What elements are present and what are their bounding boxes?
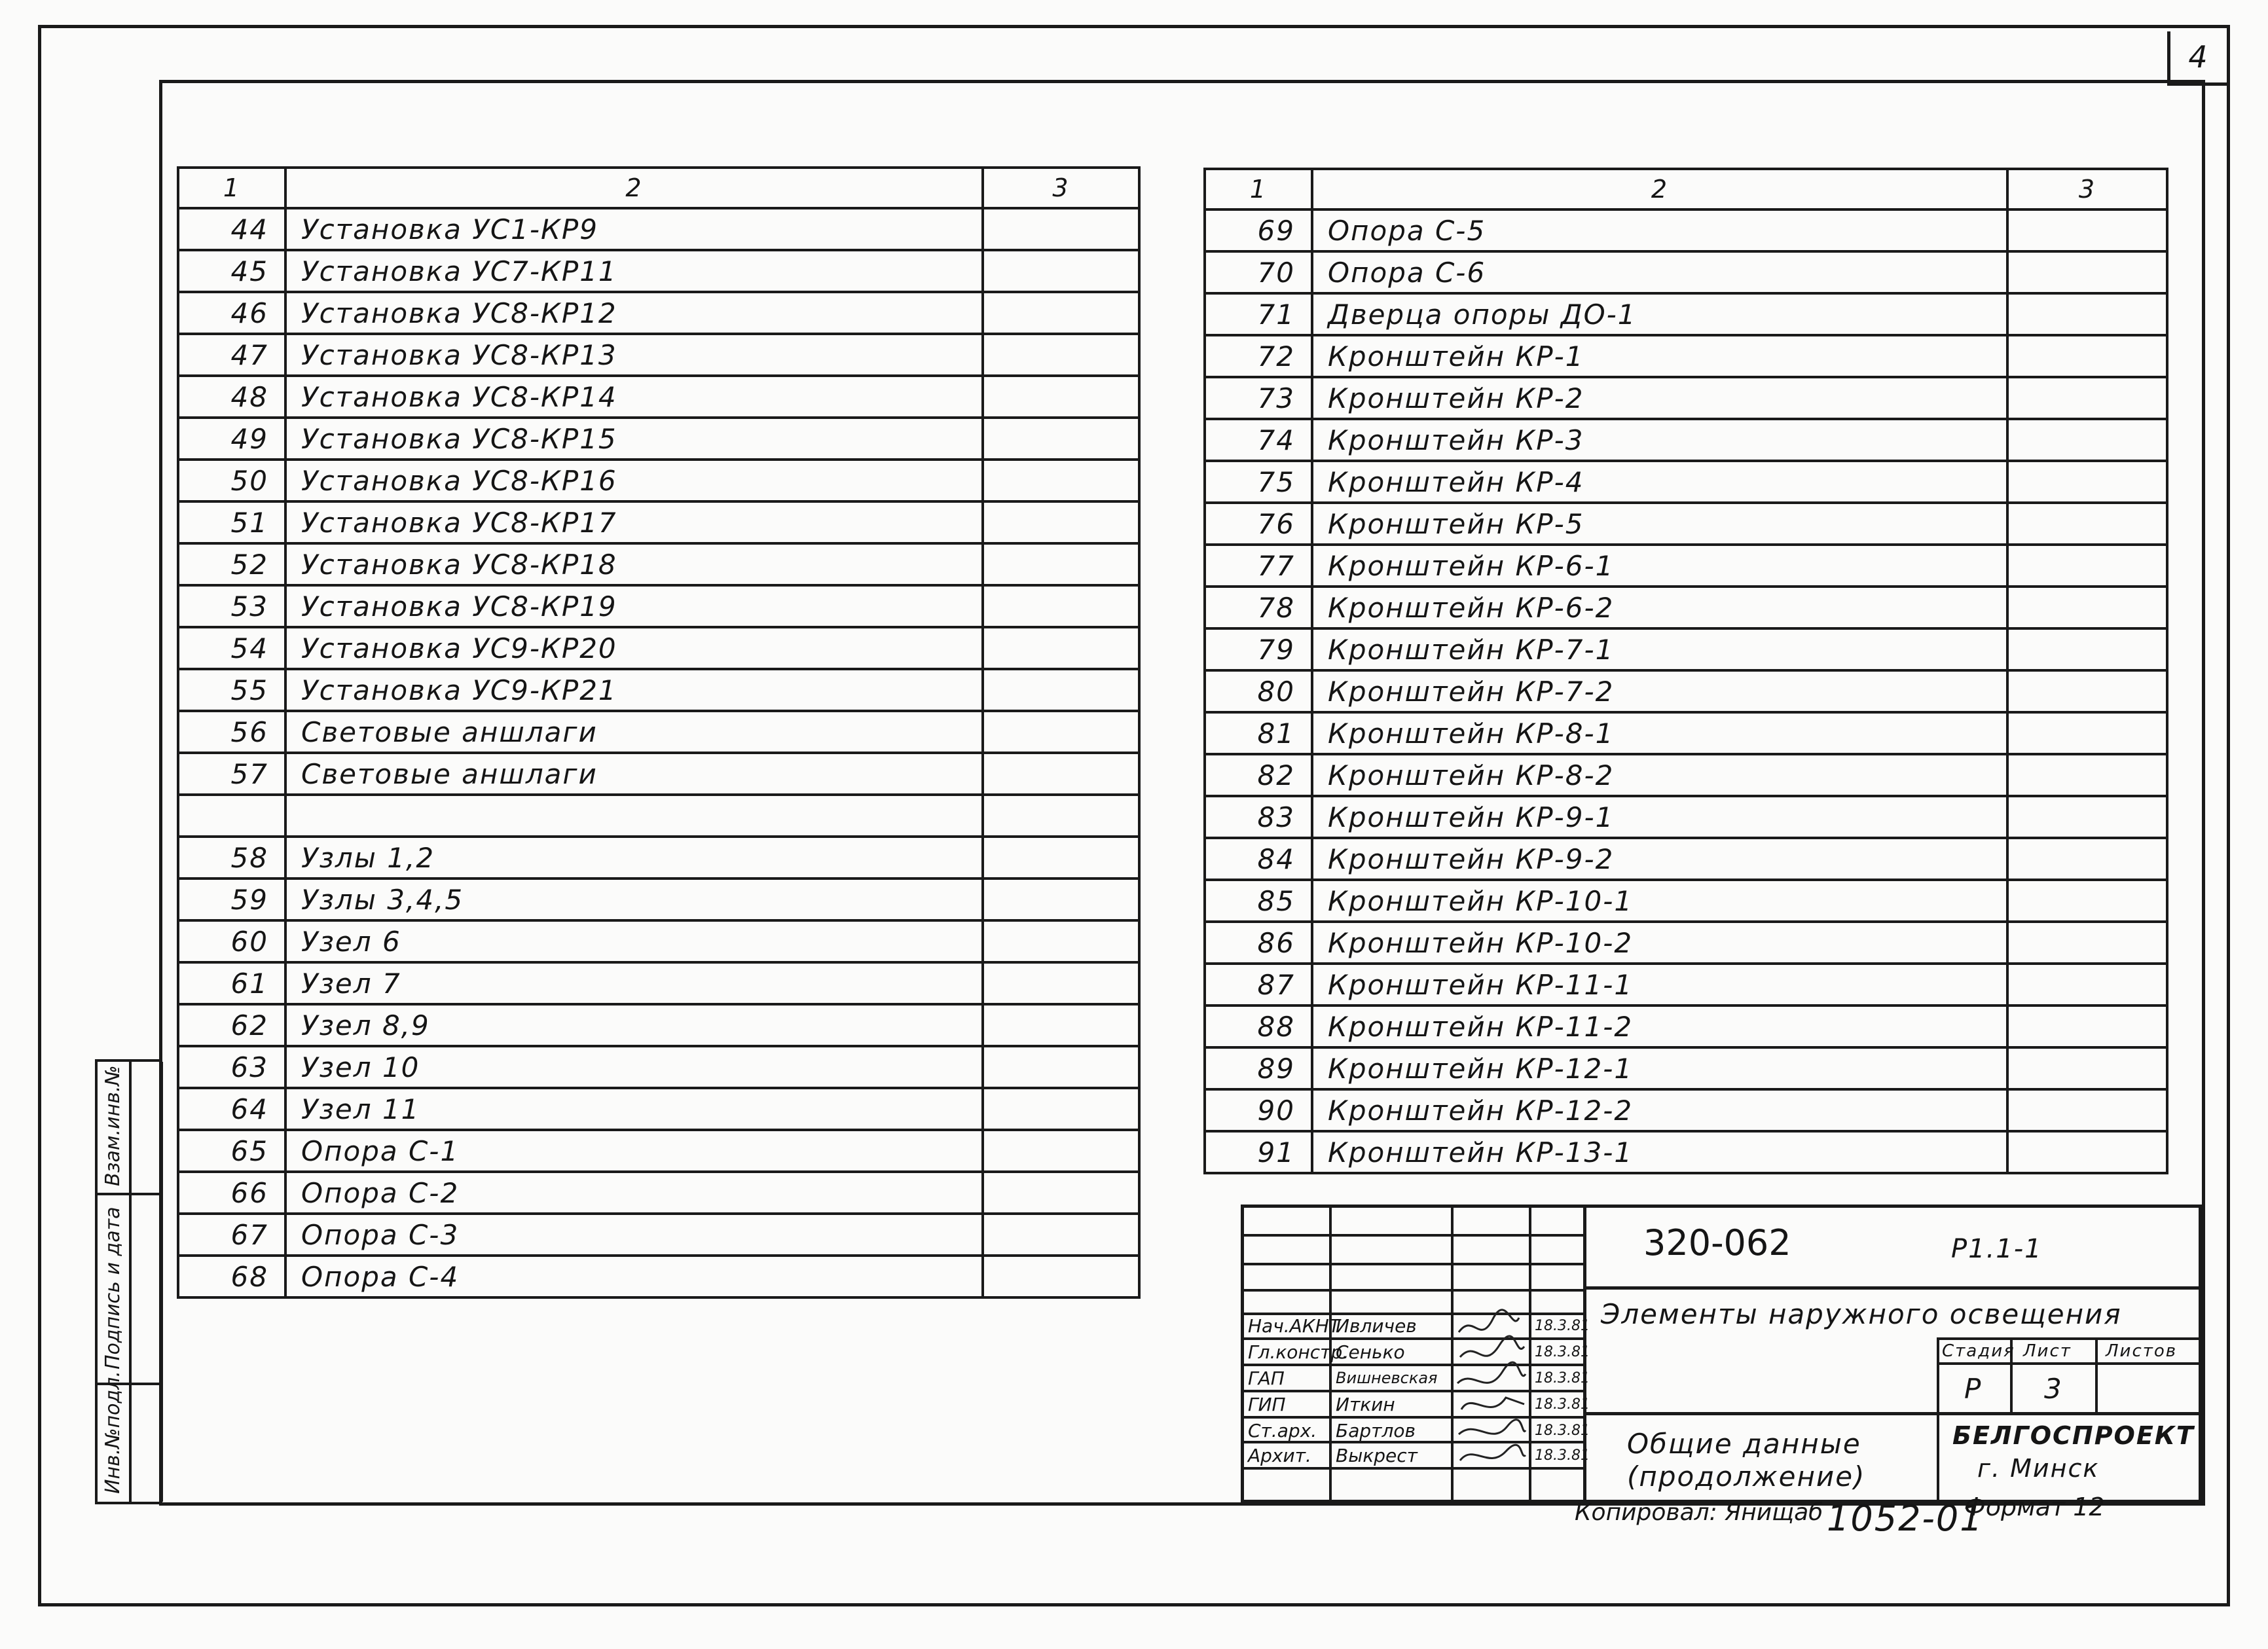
table-row <box>178 920 1139 962</box>
row-number: 65 <box>178 1130 285 1172</box>
table-row <box>1205 587 2167 628</box>
org-city: г. Минск <box>1977 1454 2100 1483</box>
row-number: 77 <box>1205 545 1312 587</box>
table-row <box>1205 251 2167 293</box>
table-row <box>178 376 1139 418</box>
row-name: Опора С-3 <box>285 1214 983 1256</box>
row-number: 59 <box>178 879 285 920</box>
row-number: 54 <box>178 627 285 669</box>
table-row <box>178 753 1139 795</box>
row-note <box>2007 754 2167 796</box>
row-note <box>983 1046 1139 1088</box>
row-note <box>983 1172 1139 1214</box>
table-row <box>1205 209 2167 251</box>
row-name: Опора С-4 <box>285 1256 983 1297</box>
row-number: 91 <box>1205 1131 1312 1173</box>
table-row <box>1205 880 2167 922</box>
project-title: Элементы наружного освещения <box>1601 1298 2122 1330</box>
role-2: ГАП <box>1248 1368 1285 1389</box>
table-row <box>178 1214 1139 1256</box>
row-name: Кронштейн КР-10-2 <box>1312 922 2007 964</box>
date-0: 18.3.81 <box>1535 1318 1590 1334</box>
row-name: Установка УС8-КР18 <box>285 543 983 585</box>
row-number: 49 <box>178 418 285 460</box>
row-note <box>983 920 1139 962</box>
row-name: Кронштейн КР-12-1 <box>1312 1047 2007 1089</box>
left-spec-table <box>177 166 1141 1299</box>
row-number: 85 <box>1205 880 1312 922</box>
stage-value: Р <box>1964 1373 1983 1405</box>
row-note <box>983 460 1139 501</box>
row-name: Установка УС7-КР11 <box>285 250 983 292</box>
row-note <box>983 1214 1139 1256</box>
table-row <box>1205 670 2167 712</box>
row-name: Кронштейн КР-5 <box>1312 503 2007 545</box>
row-number: 75 <box>1205 461 1312 503</box>
row-number: 84 <box>1205 838 1312 880</box>
handwritten-signatures <box>1454 1306 1529 1470</box>
side-approval-stamp <box>95 1059 160 1504</box>
sheet-label: Лист <box>2023 1341 2072 1361</box>
table-row <box>1205 1047 2167 1089</box>
row-name: Установка УС8-КР19 <box>285 585 983 627</box>
row-name: Кронштейн КР-4 <box>1312 461 2007 503</box>
row-note <box>983 208 1139 250</box>
row-name: Установка УС8-КР14 <box>285 376 983 418</box>
row-name: Кронштейн КР-8-1 <box>1312 712 2007 754</box>
row-number: 74 <box>1205 419 1312 461</box>
row-number <box>178 795 285 837</box>
row-number: 55 <box>178 669 285 711</box>
table-row <box>1205 503 2167 545</box>
date-3: 18.3.81 <box>1535 1396 1590 1413</box>
table-row <box>178 501 1139 543</box>
table-row <box>178 1088 1139 1130</box>
row-name: Кронштейн КР-11-1 <box>1312 964 2007 1006</box>
row-note <box>2007 209 2167 251</box>
table-row <box>1205 754 2167 796</box>
row-number: 62 <box>178 1004 285 1046</box>
row-name: Кронштейн КР-11-2 <box>1312 1006 2007 1047</box>
org-name: БЕЛГОСПРОЕКТ <box>1952 1421 2195 1450</box>
signer-4: Бартлов <box>1336 1420 1416 1441</box>
row-name: Установка УС8-КР17 <box>285 501 983 543</box>
column-header-2: 2 <box>285 168 983 208</box>
row-number: 60 <box>178 920 285 962</box>
row-note <box>983 711 1139 753</box>
row-note <box>2007 503 2167 545</box>
row-number: 76 <box>1205 503 1312 545</box>
row-name: Световые аншлаги <box>285 711 983 753</box>
row-name: Опора С-6 <box>1312 251 2007 293</box>
row-name: Кронштейн КР-3 <box>1312 419 2007 461</box>
stamp-label-sign-date: Подпись и дата <box>101 1206 124 1369</box>
row-note <box>2007 922 2167 964</box>
table-row <box>1205 461 2167 503</box>
title-block <box>1241 1205 2202 1503</box>
sheet-mark: Р1.1-1 <box>1951 1234 2043 1264</box>
row-note <box>983 334 1139 376</box>
row-number: 83 <box>1205 796 1312 838</box>
row-name: Узел 10 <box>285 1046 983 1088</box>
row-note <box>2007 587 2167 628</box>
row-name: Установка УС8-КР12 <box>285 292 983 334</box>
row-name: Кронштейн КР-1 <box>1312 335 2007 377</box>
row-name: Узел 6 <box>285 920 983 962</box>
table-row <box>1205 419 2167 461</box>
inventory-number: 1052-01 <box>1827 1498 1984 1539</box>
table-row <box>178 627 1139 669</box>
row-note <box>983 1004 1139 1046</box>
row-note <box>983 1130 1139 1172</box>
signer-3: Иткин <box>1336 1394 1395 1415</box>
row-number: 52 <box>178 543 285 585</box>
row-number: 89 <box>1205 1047 1312 1089</box>
row-number: 58 <box>178 837 285 879</box>
signer-2: Вишневская <box>1336 1369 1438 1387</box>
table-row <box>1205 335 2167 377</box>
row-note <box>983 627 1139 669</box>
table-row <box>178 1004 1139 1046</box>
table-row <box>178 669 1139 711</box>
signer-0: Ивличев <box>1336 1315 1417 1337</box>
row-name: Кронштейн КР-6-1 <box>1312 545 2007 587</box>
date-4: 18.3.81 <box>1535 1422 1590 1439</box>
row-number: 88 <box>1205 1006 1312 1047</box>
row-note <box>2007 1047 2167 1089</box>
row-note <box>2007 880 2167 922</box>
row-note <box>983 795 1139 837</box>
table-row <box>1205 1006 2167 1047</box>
row-note <box>2007 1089 2167 1131</box>
row-note <box>2007 1006 2167 1047</box>
row-name: Узлы 3,4,5 <box>285 879 983 920</box>
row-note <box>2007 461 2167 503</box>
row-note <box>983 1256 1139 1297</box>
row-number: 61 <box>178 962 285 1004</box>
row-name: Опора С-1 <box>285 1130 983 1172</box>
stamp-label-replace: Взам.инв.№ <box>101 1065 124 1186</box>
table-header-row <box>1205 169 2167 209</box>
table-row <box>1205 712 2167 754</box>
row-number: 57 <box>178 753 285 795</box>
table-header-row <box>178 168 1139 208</box>
row-number: 53 <box>178 585 285 627</box>
table-row <box>178 962 1139 1004</box>
row-number: 46 <box>178 292 285 334</box>
row-note <box>983 501 1139 543</box>
row-name: Опора С-2 <box>285 1172 983 1214</box>
row-number: 73 <box>1205 377 1312 419</box>
row-number: 78 <box>1205 587 1312 628</box>
row-note <box>983 879 1139 920</box>
copied-by: Копировал: Янищаб <box>1575 1499 1823 1526</box>
row-note <box>2007 628 2167 670</box>
row-note <box>2007 964 2167 1006</box>
row-note <box>2007 335 2167 377</box>
row-number: 56 <box>178 711 285 753</box>
row-number: 82 <box>1205 754 1312 796</box>
table-row <box>1205 1089 2167 1131</box>
row-number: 67 <box>178 1214 285 1256</box>
row-number: 66 <box>178 1172 285 1214</box>
stamp-label-inv: Инв.№подл. <box>101 1371 124 1494</box>
row-note <box>983 669 1139 711</box>
row-name: Установка УС8-КР15 <box>285 418 983 460</box>
row-note <box>2007 712 2167 754</box>
row-number: 86 <box>1205 922 1312 964</box>
row-name: Установка УС8-КР13 <box>285 334 983 376</box>
row-name: Кронштейн КР-6-2 <box>1312 587 2007 628</box>
row-number: 71 <box>1205 293 1312 335</box>
date-1: 18.3.81 <box>1535 1344 1590 1360</box>
sheet-title-line2: (продолжение) <box>1627 1460 1866 1493</box>
table-row <box>178 1130 1139 1172</box>
row-note <box>983 837 1139 879</box>
signer-5: Выкрест <box>1336 1445 1418 1466</box>
table-row <box>1205 545 2167 587</box>
table-row <box>178 418 1139 460</box>
role-3: ГИП <box>1248 1394 1286 1415</box>
row-number: 47 <box>178 334 285 376</box>
row-note <box>983 376 1139 418</box>
table-row <box>178 543 1139 585</box>
row-name: Кронштейн КР-2 <box>1312 377 2007 419</box>
row-note <box>2007 377 2167 419</box>
row-name: Кронштейн КР-10-1 <box>1312 880 2007 922</box>
column-header-3: 3 <box>2007 169 2167 209</box>
row-note <box>2007 251 2167 293</box>
table-row <box>1205 838 2167 880</box>
table-row <box>178 1256 1139 1297</box>
table-row <box>1205 293 2167 335</box>
table-row <box>178 1172 1139 1214</box>
row-number: 50 <box>178 460 285 501</box>
row-note <box>983 585 1139 627</box>
row-note <box>2007 1131 2167 1173</box>
row-number: 45 <box>178 250 285 292</box>
table-row <box>1205 628 2167 670</box>
row-number: 44 <box>178 208 285 250</box>
table-row <box>178 795 1139 837</box>
row-number: 72 <box>1205 335 1312 377</box>
row-name: Установка УС9-КР20 <box>285 627 983 669</box>
row-note <box>983 1088 1139 1130</box>
row-name: Узел 8,9 <box>285 1004 983 1046</box>
role-0: Нач.АКНТ <box>1248 1315 1340 1337</box>
row-number: 48 <box>178 376 285 418</box>
table-row <box>1205 377 2167 419</box>
row-number: 63 <box>178 1046 285 1088</box>
row-name: Кронштейн КР-9-1 <box>1312 796 2007 838</box>
table-row <box>178 208 1139 250</box>
sheet-value: 3 <box>2044 1373 2063 1405</box>
row-name: Установка УС8-КР16 <box>285 460 983 501</box>
table-row <box>178 837 1139 879</box>
row-name: Узлы 1,2 <box>285 837 983 879</box>
table-row <box>1205 922 2167 964</box>
row-name: Кронштейн КР-8-2 <box>1312 754 2007 796</box>
row-number: 80 <box>1205 670 1312 712</box>
row-name: Узел 7 <box>285 962 983 1004</box>
row-note <box>2007 796 2167 838</box>
row-number: 68 <box>178 1256 285 1297</box>
stage-label: Стадия <box>1942 1341 2015 1361</box>
row-name: Кронштейн КР-9-2 <box>1312 838 2007 880</box>
row-number: 79 <box>1205 628 1312 670</box>
row-number: 70 <box>1205 251 1312 293</box>
table-row <box>178 879 1139 920</box>
row-note <box>983 753 1139 795</box>
doc-code: 320-062 <box>1643 1222 1791 1263</box>
sheet-format: Формат 12 <box>1964 1493 2105 1521</box>
row-name: Дверца опоры ДО-1 <box>1312 293 2007 335</box>
row-number: 51 <box>178 501 285 543</box>
role-5: Архит. <box>1248 1445 1311 1466</box>
row-note <box>2007 670 2167 712</box>
sheet-title-line1: Общие данные <box>1627 1428 1861 1460</box>
table-row <box>178 711 1139 753</box>
row-name: Кронштейн КР-7-2 <box>1312 670 2007 712</box>
signer-1: Сенько <box>1336 1341 1405 1363</box>
table-row <box>178 334 1139 376</box>
column-header-3: 3 <box>983 168 1139 208</box>
column-header-2: 2 <box>1312 169 2007 209</box>
row-number: 69 <box>1205 209 1312 251</box>
row-name: Световые аншлаги <box>285 753 983 795</box>
row-note <box>983 962 1139 1004</box>
row-name: Опора С-5 <box>1312 209 2007 251</box>
date-2: 18.3.81 <box>1535 1370 1590 1386</box>
row-note <box>2007 838 2167 880</box>
sheets-label: Листов <box>2106 1341 2178 1361</box>
date-5: 18.3.81 <box>1535 1447 1590 1464</box>
row-name: Установка УС1-КР9 <box>285 208 983 250</box>
row-name: Кронштейн КР-7-1 <box>1312 628 2007 670</box>
row-note <box>983 292 1139 334</box>
row-name: Кронштейн КР-12-2 <box>1312 1089 2007 1131</box>
right-spec-table <box>1203 168 2168 1174</box>
sheet-corner-number: 4 <box>2167 31 2227 86</box>
table-row <box>178 585 1139 627</box>
role-1: Гл.констр. <box>1248 1341 1349 1363</box>
row-note <box>2007 419 2167 461</box>
row-note <box>983 250 1139 292</box>
row-name: Установка УС9-КР21 <box>285 669 983 711</box>
table-row <box>1205 1131 2167 1173</box>
table-row <box>178 460 1139 501</box>
column-header-1: 1 <box>1205 169 1312 209</box>
table-row <box>178 292 1139 334</box>
row-name <box>285 795 983 837</box>
row-name: Кронштейн КР-13-1 <box>1312 1131 2007 1173</box>
table-row <box>1205 796 2167 838</box>
table-row <box>1205 964 2167 1006</box>
column-header-1: 1 <box>178 168 285 208</box>
role-4: Ст.арх. <box>1248 1420 1317 1441</box>
row-number: 81 <box>1205 712 1312 754</box>
table-row <box>178 250 1139 292</box>
row-note <box>983 418 1139 460</box>
row-number: 87 <box>1205 964 1312 1006</box>
row-number: 64 <box>178 1088 285 1130</box>
row-name: Узел 11 <box>285 1088 983 1130</box>
row-note <box>983 543 1139 585</box>
row-note <box>2007 545 2167 587</box>
table-row <box>178 1046 1139 1088</box>
row-note <box>2007 293 2167 335</box>
row-number: 90 <box>1205 1089 1312 1131</box>
